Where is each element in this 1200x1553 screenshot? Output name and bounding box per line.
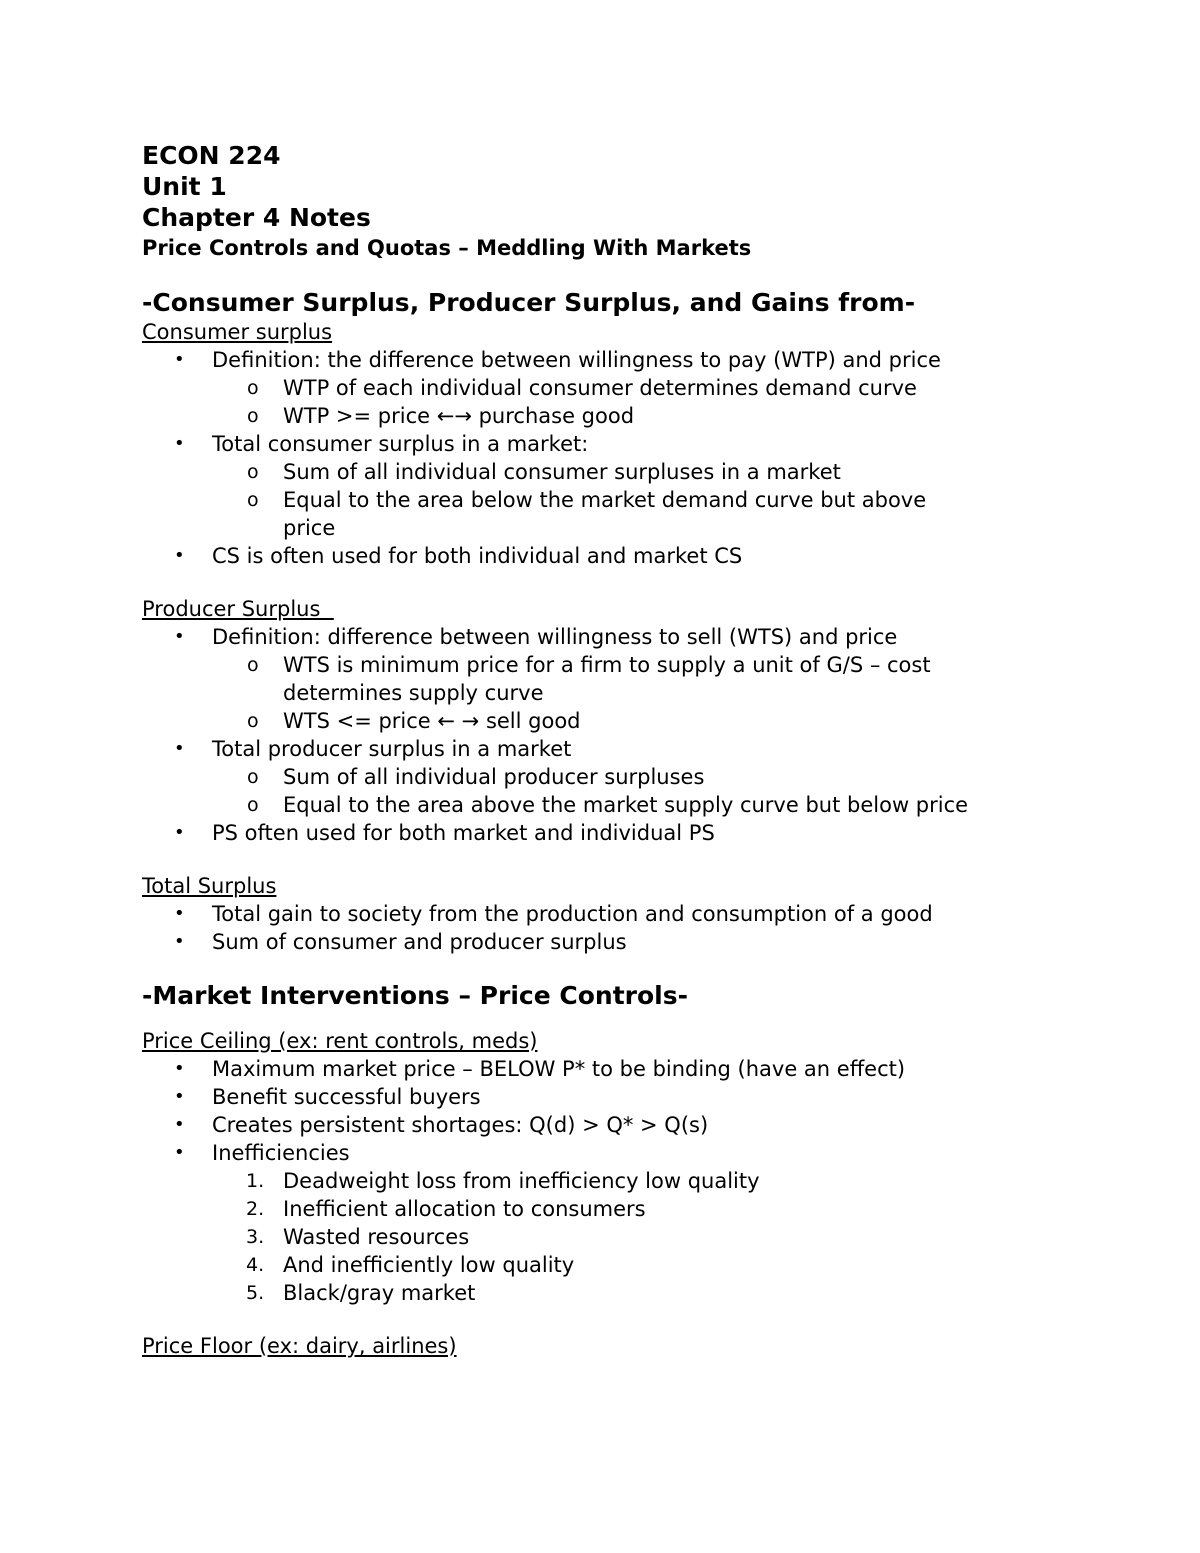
subheading-producer-surplus: Producer Surplus	[142, 597, 334, 621]
list-item-continuation: determines supply curve	[283, 681, 544, 705]
list-item: • Benefit successful buyers	[174, 1085, 481, 1109]
list-item: o Equal to the area below the market demand curve but above	[247, 488, 927, 512]
list-item: • PS often used for both market and individual PS	[174, 821, 715, 845]
subheading-price-floor: Price Floor (ex: dairy, airlines)	[142, 1334, 457, 1358]
section-heading-price-controls: -Market Interventions – Price Controls-	[142, 981, 688, 1010]
numbered-item: 1. Deadweight loss from inefficiency low quality	[246, 1169, 760, 1193]
list-item: • CS is often used for both individual and market CS	[174, 544, 743, 568]
section-heading-surplus: -Consumer Surplus, Producer Surplus, and Gains from-	[142, 288, 916, 317]
list-item: o WTS <= price ← → sell good	[247, 709, 581, 733]
subheading-consumer-surplus: Consumer surplus	[142, 320, 333, 344]
list-item: • Definition: the difference between willingness to pay (WTP) and price	[174, 348, 941, 372]
list-item: o Sum of all individual consumer surpluses in a market	[247, 460, 841, 484]
list-item: • Inefficiencies	[174, 1141, 350, 1165]
list-item: o Sum of all individual producer surpluses	[247, 765, 705, 789]
list-item: o Equal to the area above the market supply curve but below price	[247, 793, 969, 817]
numbered-item: 4. And inefficiently low quality	[246, 1253, 575, 1277]
document-page	[142, 140, 1102, 1360]
numbered-item: 5. Black/gray market	[246, 1281, 476, 1305]
list-item: o WTP of each individual consumer determines demand curve	[247, 376, 917, 400]
list-item: • Creates persistent shortages: Q(d) > Q* > Q(s)	[174, 1113, 709, 1137]
unit-title: Unit 1	[142, 172, 227, 201]
subheading-total-surplus: Total Surplus	[142, 874, 277, 898]
chapter-subtitle: Price Controls and Quotas – Meddling With Markets	[142, 236, 752, 260]
chapter-title: Chapter 4 Notes	[142, 203, 371, 232]
list-item: • Total gain to society from the production and consumption of a good	[174, 902, 933, 926]
numbered-item: 2. Inefficient allocation to consumers	[246, 1197, 646, 1221]
list-item: • Definition: difference between willingness to sell (WTS) and price	[174, 625, 898, 649]
numbered-item: 3. Wasted resources	[246, 1225, 470, 1249]
list-item-continuation: price	[283, 516, 336, 540]
list-item: • Maximum market price – BELOW P* to be binding (have an effect)	[174, 1057, 906, 1081]
list-item: • Total consumer surplus in a market:	[174, 432, 589, 456]
list-item: o WTS is minimum price for a firm to supply a unit of G/S – cost	[247, 653, 931, 677]
list-item: • Total producer surplus in a market	[174, 737, 572, 761]
course-title: ECON 224	[142, 141, 281, 170]
list-item: • Sum of consumer and producer surplus	[174, 930, 627, 954]
subheading-price-ceiling: Price Ceiling (ex: rent controls, meds)	[142, 1029, 538, 1053]
list-item: o WTP >= price ←→ purchase good	[247, 404, 635, 428]
